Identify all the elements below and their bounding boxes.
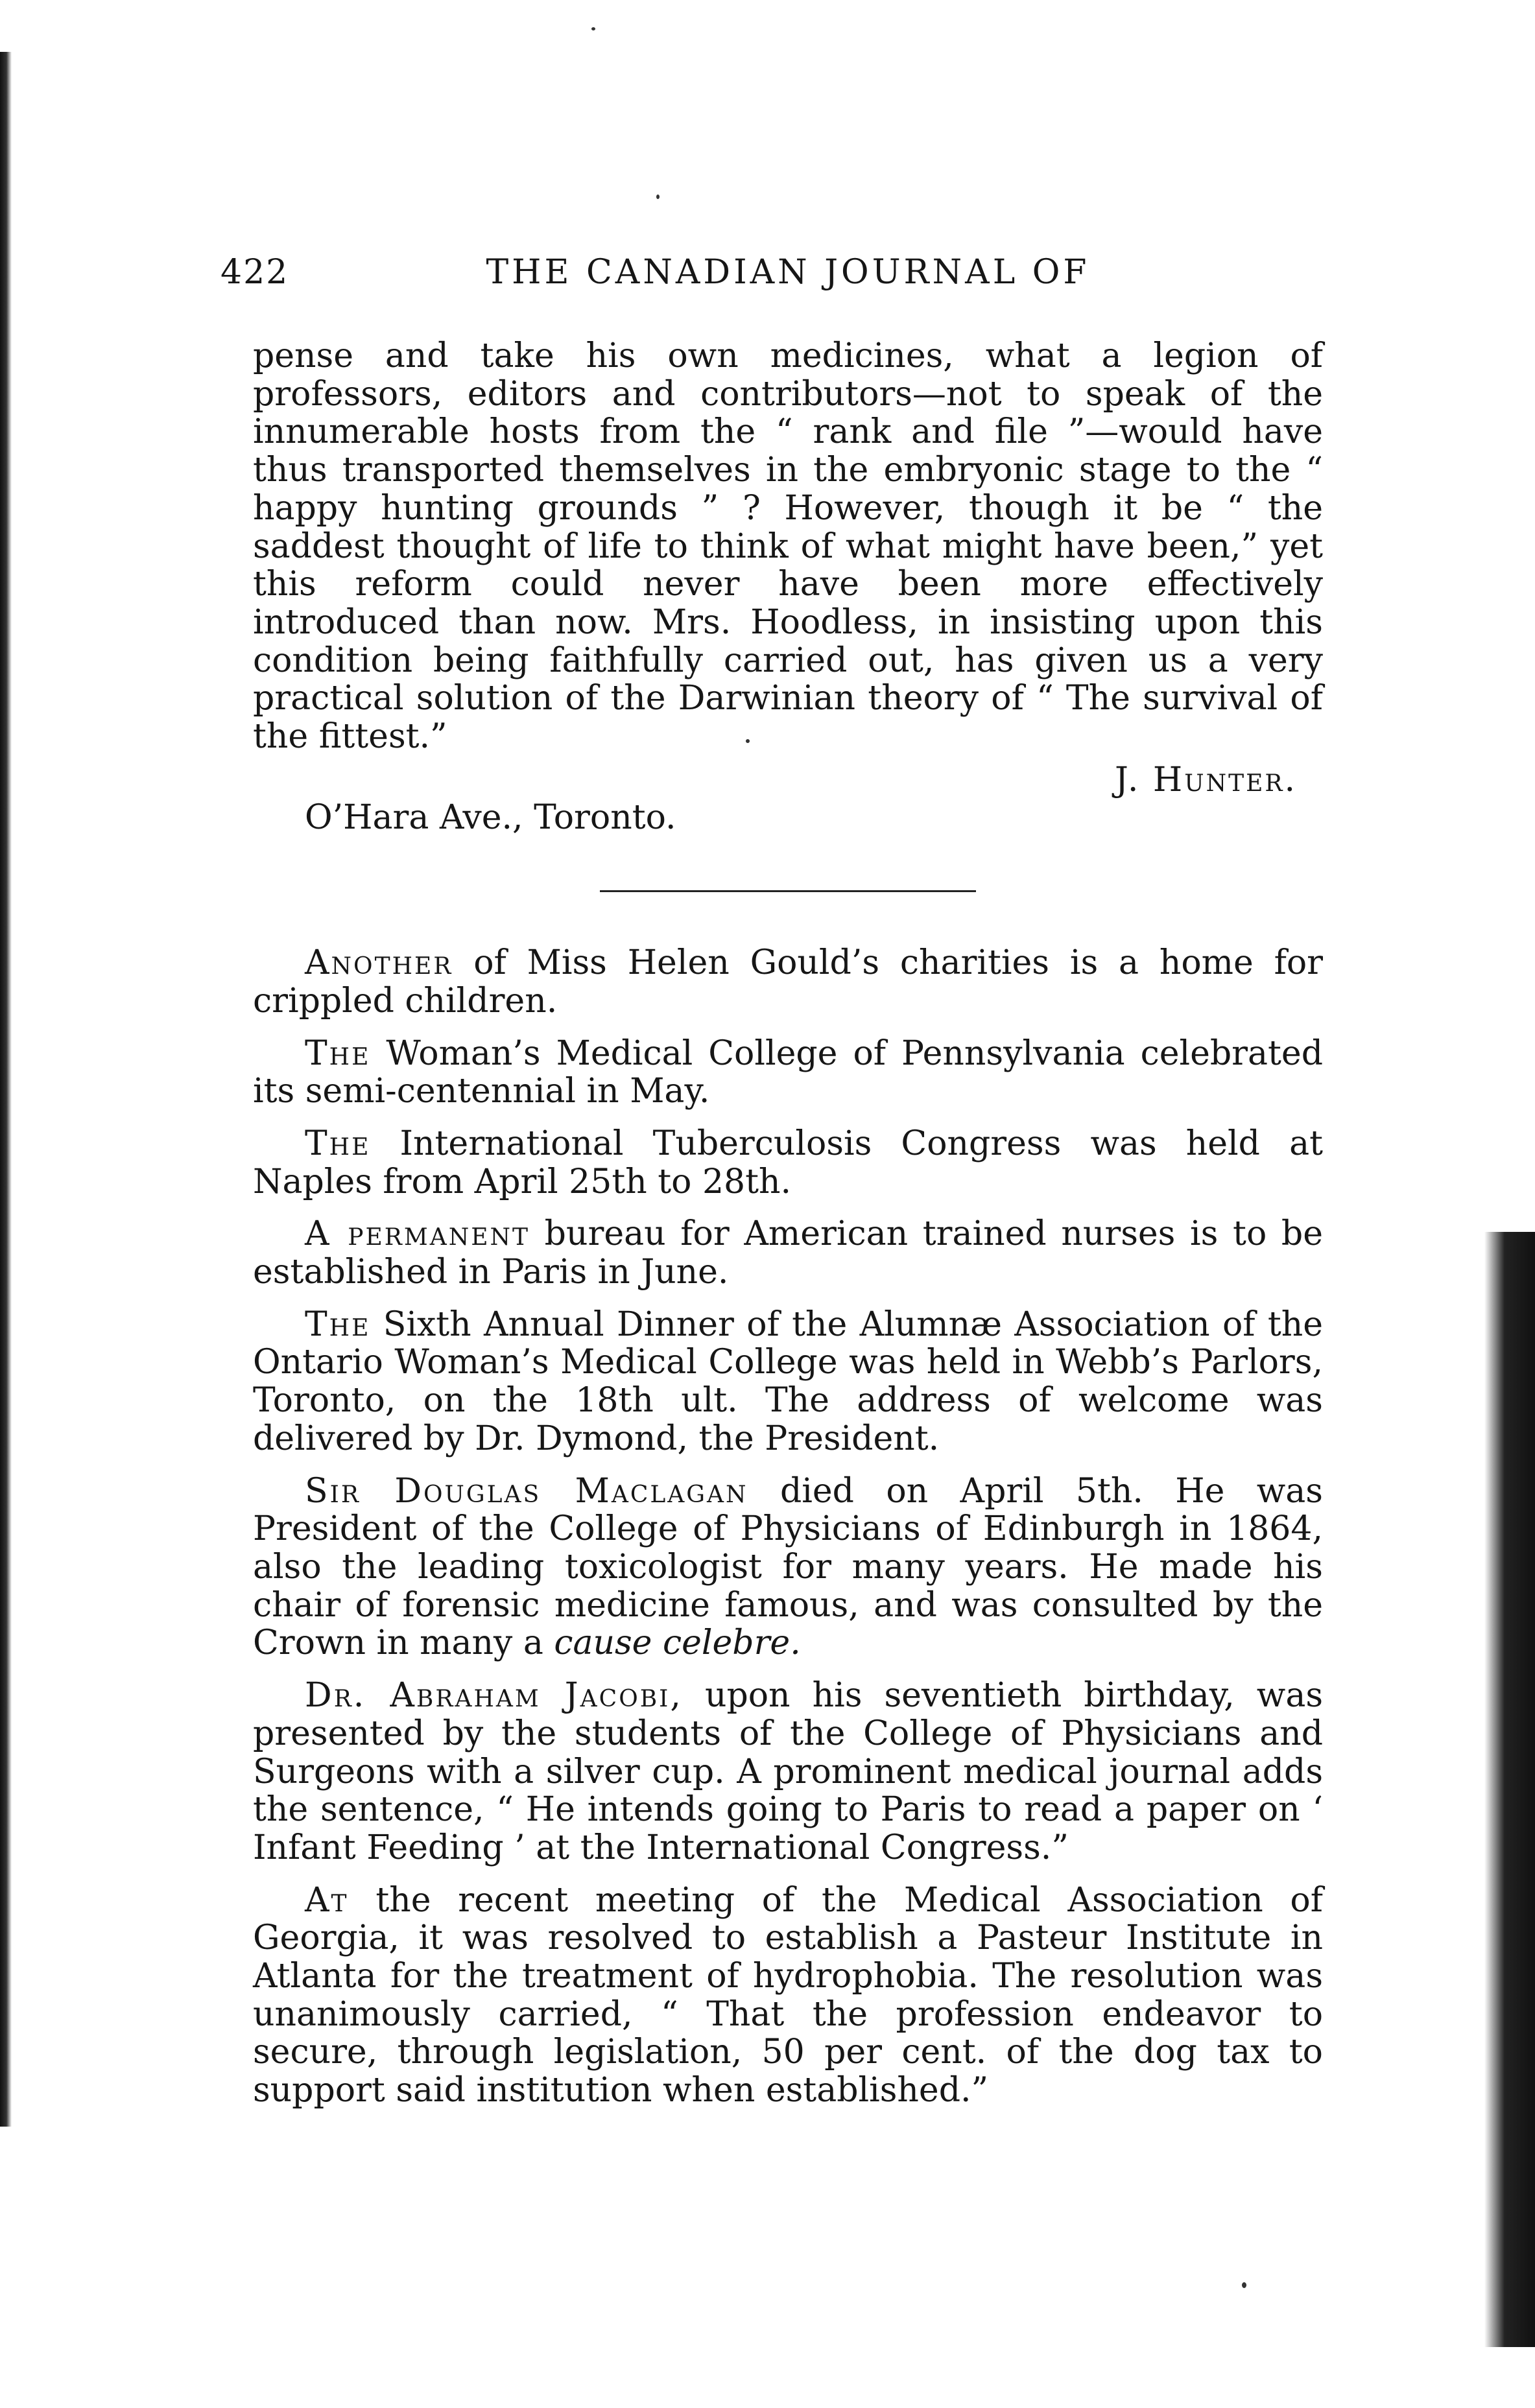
news-item — [253, 1306, 1323, 1458]
news-item — [253, 1215, 1323, 1291]
news-item-lead: The — [305, 1033, 371, 1073]
news-item-text: Sixth Annual Dinner of the Alumnæ Association of the Ontario Woman’s Medical College was held in Webb’s Parlors, Toronto, on the 18th ult. The address of welcome was delivered by Dr. Dymond, the President. — [253, 1304, 1323, 1458]
news-item — [253, 944, 1323, 1020]
scan-speck — [1242, 2282, 1246, 2288]
news-item-text: International Tuberculosis Congress was held at Naples from April 25th to 28th. — [253, 1124, 1323, 1201]
author-location: O’Hara Ave., Toronto. — [305, 798, 676, 838]
running-title: THE CANADIAN JOURNAL OF — [486, 253, 1090, 292]
news-item — [253, 1472, 1323, 1663]
scan-speck — [591, 27, 595, 30]
news-item-text: upon his seventieth birthday, was presented by the students of the College of Physicians and Surgeons with a silver cup. A prominent medical journal adds the sentence, “ He intends going to Paris to read a paper on ‘ Infant Feeding ’ at the International Congress.” — [253, 1676, 1324, 1867]
section-divider — [600, 890, 976, 892]
news-item-lead: Another — [305, 943, 453, 983]
news-item-lead: Dr. Abraham Jacobi, — [305, 1676, 683, 1716]
signature-text: J. Hunter. — [1115, 760, 1297, 799]
author-signature — [253, 761, 1323, 799]
news-item — [253, 1125, 1323, 1201]
news-item-text: the recent meeting of the Medical Association of Georgia, it was resolved to establish a Pasteur Institute in Atlanta for the treatment of hydrophobia. The resolution was unanimously carried, “ That the profession endeavor to secure, through legislation, 50 per cent. of the dog tax to support said institution when established.” — [253, 1880, 1323, 2110]
continued-paragraph: pense and take his own medicines, what a legion of professors, editors and contributors—not to speak of the innumerable hosts from the “ rank and file ”—would have thus transported themselves in the embryonic stage to the “ happy hunting grounds ” ? However, though it be “ the saddest thought of life to think of what might have been,” yet this reform could never have been more effectively introduced than now. Mrs. Hoodless, in insisting upon this condition being faithfully carried out, has given us a very practical solution of the Darwinian theory of “ The survival of the fittest.” — [253, 336, 1323, 757]
news-item-text: died on April 5th. He was President of the College of Physicians of Edinburgh in 1864, also the leading toxicologist for many years. He made his chair of forensic medicine famous, and was consulted by the Crown in many a — [253, 1471, 1323, 1663]
scan-right-edge — [1484, 1232, 1535, 2347]
news-item-text: Woman’s Medical College of Pennsylvania celebrated its semi-centennial in May. — [253, 1033, 1323, 1111]
news-item-lead: The — [305, 1304, 371, 1344]
news-item-lead: The — [305, 1124, 371, 1163]
news-item-text: bureau for American trained nurses is to be established in Paris in June. — [253, 1214, 1323, 1292]
journal-page — [220, 240, 1324, 2124]
scan-left-edge — [0, 52, 12, 2127]
news-item-lead: A permanent — [305, 1214, 530, 1254]
news-item-lead: Sir Douglas Maclagan — [305, 1471, 748, 1511]
news-item-italic: cause celebre. — [554, 1623, 801, 1663]
news-item — [253, 1035, 1323, 1111]
scan-speck — [656, 195, 660, 199]
page-number: 422 — [220, 253, 289, 292]
news-item — [253, 1677, 1323, 1867]
news-item-text: of Miss Helen Gould’s charities is a home for crippled children. — [253, 943, 1323, 1021]
page-header — [220, 240, 1323, 311]
news-item — [253, 1882, 1323, 2110]
news-item-lead: At — [305, 1880, 349, 1920]
